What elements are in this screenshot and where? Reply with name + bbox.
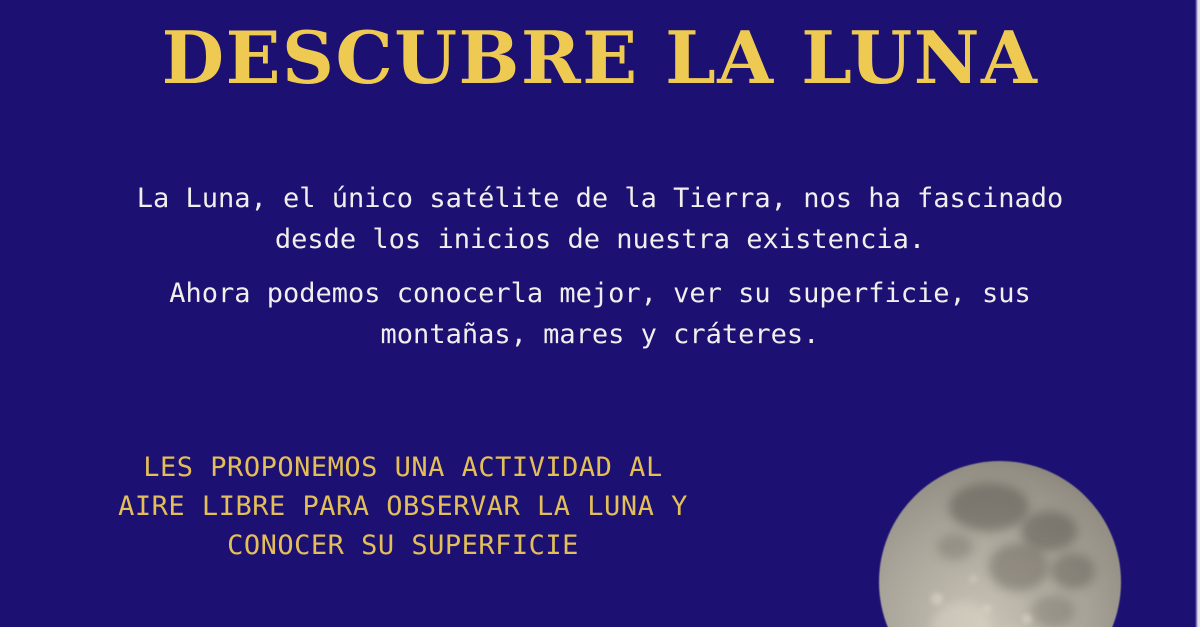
moon-photo bbox=[877, 459, 1123, 627]
intro-p1-line-1: La Luna, el único satélite de la Tierra, nos ha fascinado bbox=[136, 183, 1064, 214]
intro-section bbox=[0, 178, 1200, 355]
full-moon-image bbox=[877, 459, 1123, 627]
cta-line-1: LES PROPONEMOS UNA ACTIVIDAD AL bbox=[143, 452, 663, 483]
intro-paragraph-2 bbox=[0, 273, 1200, 355]
intro-p2-line-1: Ahora podemos conocerla mejor, ver su superficie, sus bbox=[169, 278, 1031, 309]
cta-line-3: CONOCER SU SUPERFICIE bbox=[227, 530, 579, 561]
intro-p2-line-2: montañas, mares y cráteres. bbox=[380, 319, 820, 350]
cta-line-2: AIRE LIBRE PARA OBSERVAR LA LUNA Y bbox=[118, 491, 688, 522]
intro-paragraph-1 bbox=[0, 178, 1200, 260]
cta-section bbox=[103, 448, 703, 565]
intro-p1-line-2: desde los inicios de nuestra existencia. bbox=[274, 224, 926, 255]
poster-title: DESCUBRE LA LUNA bbox=[161, 15, 1039, 100]
right-edge-strip bbox=[1195, 0, 1200, 627]
